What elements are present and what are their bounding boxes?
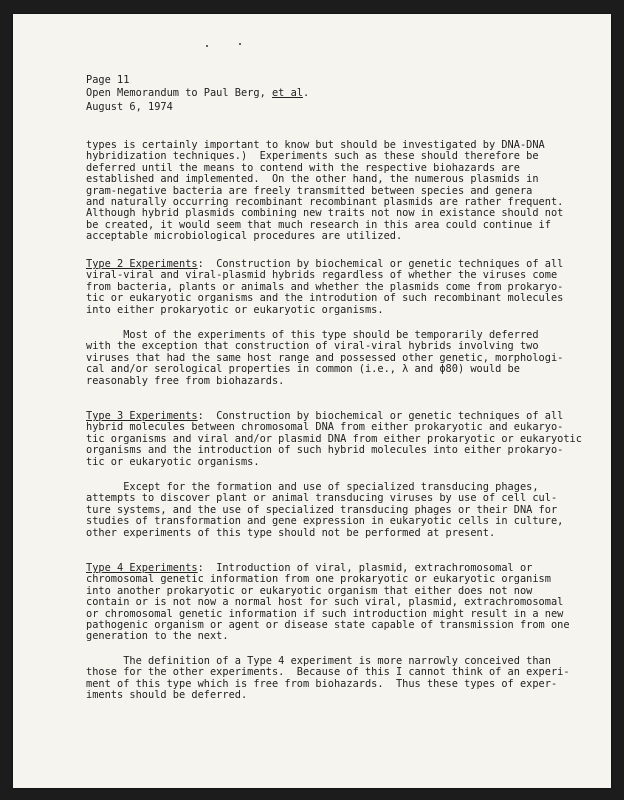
text-line: those for the other experiments. Because of this I cannot think of an experi-	[86, 666, 570, 679]
text-line: into another prokaryotic or eukaryotic organism that either does not now	[86, 584, 533, 597]
paragraph-type4-note	[86, 655, 570, 702]
section-heading-type4: Type 4 Experiments	[86, 562, 198, 574]
text-line: viral-viral and viral-plasmid hybrids regardless of whether the viruses come	[86, 269, 558, 282]
paragraph-type3	[86, 410, 582, 468]
text-line: deferred until the means to contend with the respective biohazards are	[86, 161, 520, 174]
page-number: Page 11	[86, 74, 130, 86]
letter-header	[86, 74, 309, 114]
text-line: cal and/or serological properties in common (i.e., λ and ϕ80) would be	[86, 363, 520, 376]
text-line: from bacteria, plants or animals and whether the plasmids come from prokaryo-	[86, 280, 564, 293]
text-line: reasonably free from biohazards.	[86, 374, 285, 387]
text-line: iments should be deferred.	[86, 689, 248, 702]
text-line: organisms and the introduction of such hybrid molecules into either prokaryo-	[86, 444, 564, 457]
paragraph-continuation	[86, 139, 564, 243]
memo-title: Open Memorandum to Paul Berg, et al.	[86, 87, 310, 100]
text-line: tic organisms and viral and/or plasmid DNA from either prokaryotic or eukaryotic	[86, 432, 582, 445]
text-line: Type 4 Experiments: Introduction of viral, plasmid, extrachromosomal or	[86, 562, 533, 574]
text-line: attempts to discover plant or animal transducing viruses by use of cell cul-	[86, 492, 558, 505]
text-line: Type 3 Experiments: Construction by biochemical or genetic techniques of all	[86, 410, 564, 422]
text-line: Except for the formation and use of specialized transducing phages,	[86, 481, 539, 493]
text-line: viruses that had the same host range and possessed other genetic, morphologi-	[86, 351, 564, 364]
paragraph-type2-note	[86, 329, 564, 387]
text-line: established and implemented. On the other hand, the numerous plasmids in	[86, 173, 539, 186]
section-heading-type3: Type 3 Experiments	[86, 410, 198, 422]
text-line: hybridization techniques.) Experiments such as these should therefore be	[86, 150, 539, 163]
text-line: contain or is not now a normal host for such viral, plasmid, extrachromosomal	[86, 596, 564, 609]
text-line: types is certainly important to know but should be investigated by DNA-DNA	[86, 139, 545, 151]
text-line: other experiments of this type should not be performed at present.	[86, 526, 496, 539]
text-line: gram-negative bacteria are freely transmitted between species and genera	[86, 184, 533, 197]
text-line: pathogenic organism or agent or disease state capable of transmission from one	[86, 619, 570, 632]
text-line: ture systems, and the use of specialized transducing phages or their DNA for	[86, 503, 558, 516]
text-line: ment of this type which is free from biohazards. Thus these types of exper-	[86, 677, 558, 690]
text-line: be created, it would seem that much research in this area could continue if	[86, 218, 551, 231]
text-line: Type 2 Experiments: Construction by biochemical or genetic techniques of all	[86, 258, 564, 270]
paragraph-type2	[86, 258, 564, 316]
text-line: into either prokaryotic or eukaryotic organisms.	[86, 303, 384, 316]
text-line: chromosomal genetic information from one prokaryotic or eukaryotic organism	[86, 573, 551, 586]
text-line: with the exception that construction of viral-viral hybrids involving two	[86, 340, 539, 353]
text-line: tic or eukaryotic organisms and the introdution of such recombinant molecules	[86, 292, 564, 305]
text-line: acceptable microbiological procedures are utilized.	[86, 230, 403, 243]
text-line: studies of transformation and gene expression in eukaryotic cells in culture,	[86, 515, 564, 528]
text-line: and naturally occurring recombinant recombinant plasmids are rather frequent.	[86, 196, 564, 209]
text-line: generation to the next.	[86, 630, 229, 643]
section-heading-type2: Type 2 Experiments	[86, 258, 198, 270]
paper-speck	[206, 45, 208, 47]
text-line: Most of the experiments of this type should be temporarily deferred	[86, 329, 539, 341]
text-line: The definition of a Type 4 experiment is more narrowly conceived than	[86, 655, 551, 667]
text-line: Although hybrid plasmids combining new traits not now in existance should not	[86, 207, 564, 220]
paragraph-type4	[86, 562, 570, 643]
paper-speck	[239, 43, 241, 45]
paragraph-type3-note	[86, 481, 564, 539]
memo-date: August 6, 1974	[86, 100, 173, 113]
text-line: or chromosomal genetic information if such introduction might result in a new	[86, 607, 564, 620]
text-line: tic or eukaryotic organisms.	[86, 455, 260, 468]
text-line: hybrid molecules between chromosomal DNA from either prokaryotic and eukaryo-	[86, 421, 564, 434]
